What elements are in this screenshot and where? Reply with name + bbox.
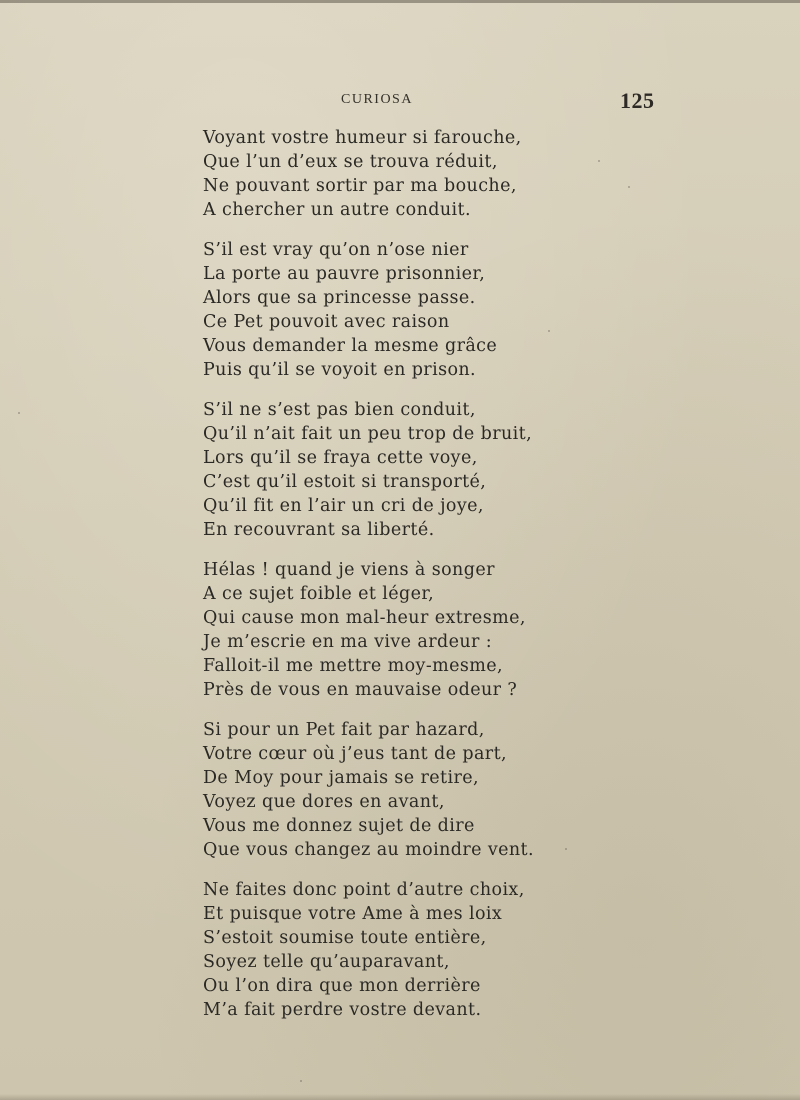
paper-speck: [598, 160, 600, 162]
verse-line: Qu’il n’ait fait un peu trop de bruit,: [203, 424, 533, 444]
verse-line: Alors que sa princesse passe.: [203, 288, 476, 308]
verse-line: Hélas ! quand je viens à songer: [203, 560, 495, 580]
page-top-edge: [0, 0, 800, 3]
verse-line: C’est qu’il estoit si transporté,: [203, 472, 487, 492]
stanza: [203, 718, 743, 862]
verse-line: Ce Pet pouvoit avec raison: [203, 312, 450, 332]
verse-line: Je m’escrie en ma vive ardeur :: [203, 632, 493, 652]
verse-line: Lors qu’il se fraya cette voye,: [203, 448, 478, 468]
verse-line: Vous me donnez sujet de dire: [203, 816, 475, 836]
verse-line: Falloit-il me mettre moy-mesme,: [203, 656, 504, 676]
verse-line: S’il ne s’est pas bien conduit,: [203, 400, 476, 420]
paper-speck: [18, 412, 20, 414]
verse-line: Voyez que dores en avant,: [203, 792, 445, 812]
stanza: [203, 126, 743, 222]
page-bottom-edge: [0, 1094, 800, 1100]
poem: [203, 126, 743, 1022]
verse-line: Ne faites donc point d’autre choix,: [203, 880, 525, 900]
paper-speck: [565, 848, 567, 850]
verse-line: La porte au pauvre prisonnier,: [203, 264, 486, 284]
page-number: 125: [620, 88, 655, 113]
verse-line: En recouvrant sa liberté.: [203, 520, 435, 540]
verse-line: Et puisque votre Ame à mes loix: [203, 904, 503, 924]
verse-line: De Moy pour jamais se retire,: [203, 768, 479, 788]
stanza: [203, 558, 743, 702]
verse-line: Puis qu’il se voyoit en prison.: [203, 360, 477, 380]
verse-line: Ne pouvant sortir par ma bouche,: [203, 176, 517, 196]
verse-line: Voyant vostre humeur si farouche,: [203, 128, 522, 148]
paper-speck: [628, 186, 630, 188]
verse-line: S’estoit soumise toute entière,: [203, 928, 487, 948]
verse-line: Soyez telle qu’auparavant,: [203, 952, 450, 972]
verse-line: Qui cause mon mal-heur extresme,: [203, 608, 526, 628]
verse-line: Qu’il fit en l’air un cri de joye,: [203, 496, 484, 516]
verse-line: Que l’un d’eux se trouva réduit,: [203, 152, 498, 172]
paper-speck: [548, 330, 550, 332]
stanza: [203, 398, 743, 542]
verse-line: S’il est vray qu’on n’ose nier: [203, 240, 469, 260]
running-title: CURIOSA: [341, 92, 413, 107]
verse-line: A chercher un autre conduit.: [203, 200, 471, 220]
stanza: [203, 238, 743, 382]
verse-line: Si pour un Pet fait par hazard,: [203, 720, 485, 740]
verse-line: A ce sujet foible et léger,: [203, 584, 435, 604]
stanza: [203, 878, 743, 1022]
verse-line: M’a fait perdre vostre devant.: [203, 1000, 482, 1020]
verse-line: Près de vous en mauvaise odeur ?: [203, 680, 518, 700]
verse-line: Vous demander la mesme grâce: [203, 336, 498, 356]
verse-line: Votre cœur où j’eus tant de part,: [203, 744, 507, 764]
verse-line: Ou l’on dira que mon derrière: [203, 976, 481, 996]
running-head: [0, 88, 800, 114]
paper-speck: [300, 1080, 302, 1082]
verse-line: Que vous changez au moindre vent.: [203, 840, 534, 860]
